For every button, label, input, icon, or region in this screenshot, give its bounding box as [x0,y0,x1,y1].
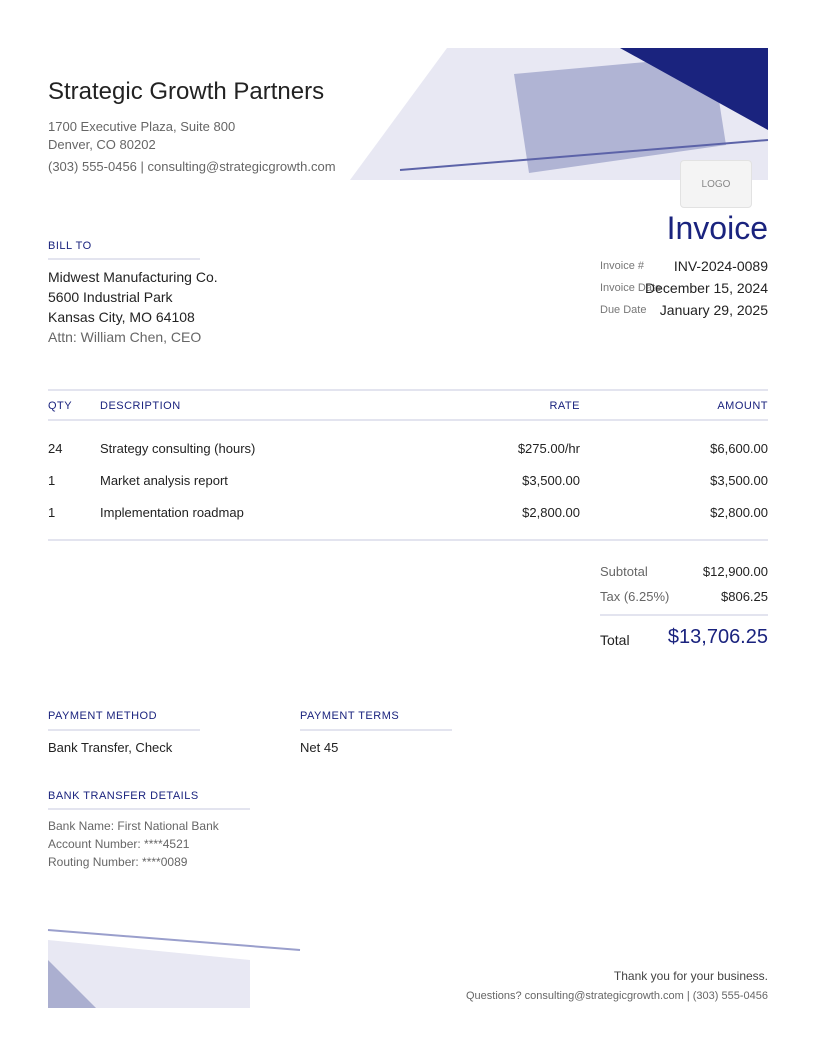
company-contact: (303) 555-0456 | consulting@strategicgrowth.com [48,159,336,174]
footer-contact: Questions? consulting@strategicgrowth.com | (303) 555-0456 [465,990,768,1002]
payment-method-heading: PAYMENT METHOD [48,710,158,722]
total-value: $13,706.25 [667,626,768,648]
logo-placeholder: LOGO [680,160,752,208]
company-address-2: Denver, CO 80202 [48,137,156,152]
amount-header: AMOUNT [717,400,768,412]
row-rate: $275.00/hr [517,441,580,456]
invoice-number-value: INV-2024-0089 [673,258,768,274]
row-amount: $6,600.00 [710,441,768,456]
bill-to-name: Midwest Manufacturing Co. [48,269,218,285]
subtotal-label: Subtotal [600,564,648,579]
total-label: Total [600,632,630,648]
account-number: Account Number: ****4521 [48,837,190,851]
qty-header: QTY [48,400,73,412]
tax-label: Tax (6.25%) [600,589,670,604]
row-amount: $3,500.00 [710,473,768,488]
bill-to-street: 5600 Industrial Park [48,289,173,305]
row-description: Implementation roadmap [100,505,244,520]
row-rate: $2,800.00 [522,505,580,520]
row-qty: 24 [48,441,63,456]
routing-number: Routing Number: ****0089 [48,855,188,869]
payment-terms-value: Net 45 [300,740,339,755]
row-qty: 1 [48,473,56,488]
invoice-date-value: December 15, 2024 [645,280,768,296]
row-description: Market analysis report [100,473,228,488]
row-amount: $2,800.00 [710,505,768,520]
bill-to-attn: Attn: William Chen, CEO [48,329,202,345]
company-name: Strategic Growth Partners [48,78,325,105]
bank-name: Bank Name: First National Bank [48,819,219,833]
invoice-date-label: Invoice Date [600,282,662,294]
bill-to-heading: BILL TO [48,240,92,252]
row-qty: 1 [48,505,56,520]
row-rate: $3,500.00 [522,473,580,488]
due-date-label: Due Date [600,304,647,316]
tax-value: $806.25 [721,589,768,604]
bank-details-heading: BANK TRANSFER DETAILS [48,790,199,802]
subtotal-value: $12,900.00 [702,564,768,579]
description-header: DESCRIPTION [100,400,181,412]
bill-to-city: Kansas City, MO 64108 [48,309,195,325]
thank-you-note: Thank you for your business. [613,969,768,983]
invoice-number-label: Invoice # [600,260,645,272]
payment-terms-heading: PAYMENT TERMS [300,710,400,722]
rate-header: RATE [549,400,580,412]
payment-method-value: Bank Transfer, Check [48,740,173,755]
company-address-1: 1700 Executive Plaza, Suite 800 [48,119,236,134]
row-description: Strategy consulting (hours) [100,441,256,456]
due-date-value: January 29, 2025 [659,302,768,318]
invoice-title: Invoice [666,210,768,246]
